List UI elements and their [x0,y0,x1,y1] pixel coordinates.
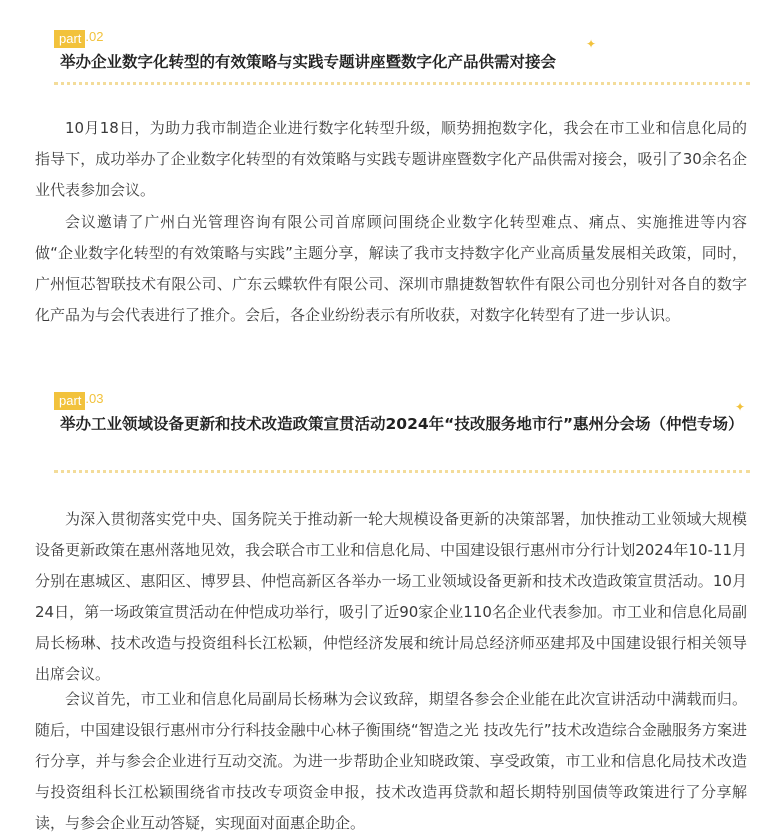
sparkle-icon: ✦ [586,37,597,51]
part-tag-word: part [54,392,85,410]
part-tag-number: .02 [85,29,104,44]
paragraph: 会议邀请了广州白光管理咨询有限公司首席顾问围绕企业数字化转型难点、痛点、实施推进等内容做“企业数字化转型的有效策略与实践”主题分享，解读了我市支持数字化产业高质量发展相关政策，同时，广州恒芯智联技术有限公司、广东云蝶软件有限公司、深圳市鼎捷数智软件有限公司也分别针对各自的数字化产品为与会代表进行了推介。会后，各企业纷纷表示有所收获，对数字化转型有了进一步认识。 [35,213,747,324]
part-tag-number: .03 [85,391,104,406]
dotted-divider [54,470,750,473]
paragraph: 为深入贯彻落实党中央、国务院关于推动新一轮大规模设备更新的决策部署，加快推动工业领域大规模设备更新政策在惠州落地见效，我会联合市工业和信息化局、中国建设银行惠州市分行计划2024年10-11月分别在惠城区、惠阳区、博罗县、仲恺高新区各举办一场工业领域设备更新和技术改造政策宣贯活动。10月24日，第一场政策宣贯活动在仲恺成功举行，吸引了近90家企业110名企业代表参加。市工业和信息化局副局长杨琳、技术改造与投资组科长江松颖，仲恺经济发展和统计局总经济师巫建邦及中国建设银行相关领导出席会议。 [35,510,747,683]
dotted-divider [54,82,750,85]
paragraph: 10月18日，为助力我市制造企业进行数字化转型升级，顺势拥抱数字化，我会在市工业和信息化局的指导下，成功举办了企业数字化转型的有效策略与实践专题讲座暨数字化产品供需对接会，吸引了30余名企业代表参加会议。 [35,119,747,199]
paragraph: 会议首先，市工业和信息化局副局长杨琳为会议致辞，期望各参会企业能在此次宣讲活动中满载而归。随后，中国建设银行惠州市分行科技金融中心林子衡围绕“智造之光 技改先行”技术改造综合金融服务方案进行分享，并与参会企业进行互动交流。为进一步帮助企业知晓政策、享受政策，市工业和信息化局技术改造与投资组科长江松颖围绕省市技改专项资金申报，技术改造再贷款和超长期特别国债等政策进行了分享解读，与参会企业互动答疑，实现面对面惠企助企。 [35,690,747,832]
section-title: 举办工业领域设备更新和技术改造政策宣贯活动2024年“技改服务地市行”惠州分会场（仲恺专场） [60,415,744,433]
sparkle-icon: ✦ [735,400,746,414]
section-title: 举办企业数字化转型的有效策略与实践专题讲座暨数字化产品供需对接会 [60,53,557,71]
part-tag [54,390,103,408]
part-tag [54,28,103,46]
part-tag-word: part [54,30,85,48]
